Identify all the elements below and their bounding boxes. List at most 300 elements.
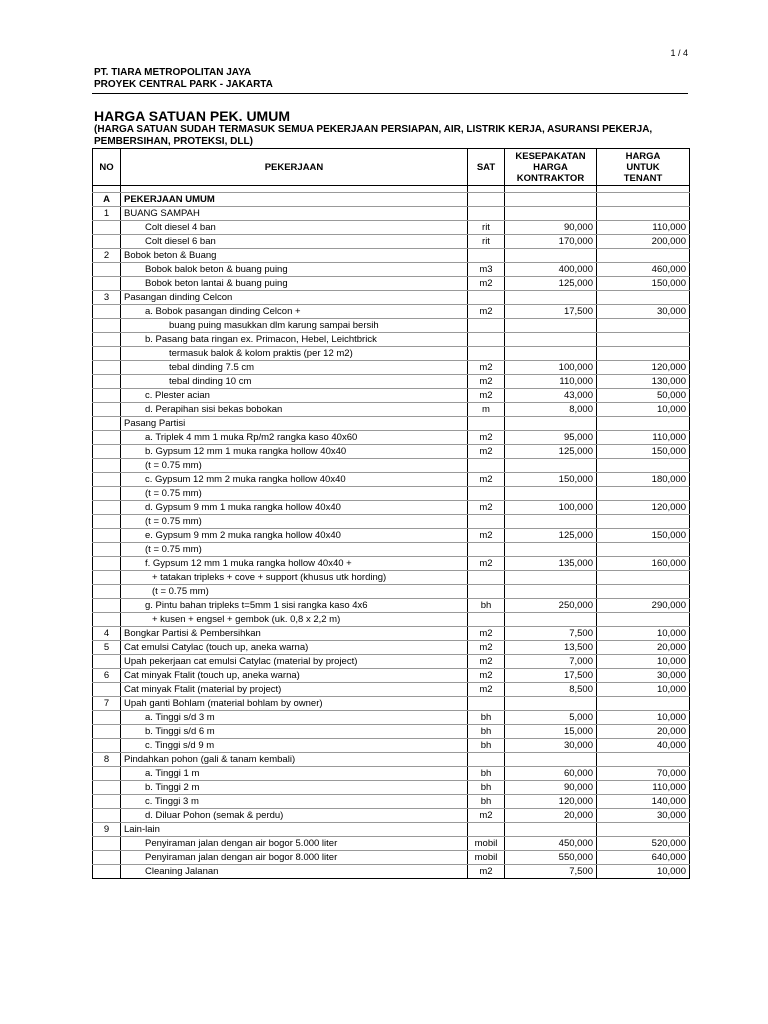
col-header-kontraktor bbox=[505, 149, 597, 186]
cell-harga-tenant: 110,000 bbox=[597, 781, 690, 795]
table-row bbox=[93, 655, 690, 669]
cell-harga-kontraktor bbox=[505, 585, 597, 599]
cell-harga-tenant: 50,000 bbox=[597, 389, 690, 403]
cell-sat: m2 bbox=[468, 445, 505, 459]
table-body bbox=[93, 186, 690, 879]
cell-harga-kontraktor: 17,500 bbox=[505, 305, 597, 319]
table-row bbox=[93, 263, 690, 277]
cell-no bbox=[93, 725, 121, 739]
cell-harga-kontraktor: 250,000 bbox=[505, 599, 597, 613]
col-header-tenant-line3: TENANT bbox=[623, 172, 663, 184]
table-row bbox=[93, 669, 690, 683]
cell-harga-kontraktor: 100,000 bbox=[505, 501, 597, 515]
cell-harga-kontraktor: 8,000 bbox=[505, 403, 597, 417]
cell-no bbox=[93, 683, 121, 697]
cell-harga-kontraktor bbox=[505, 417, 597, 431]
table-row bbox=[93, 417, 690, 431]
cell-harga-kontraktor: 90,000 bbox=[505, 221, 597, 235]
cell-pekerjaan: Penyiraman jalan dengan air bogor 8.000 liter bbox=[121, 851, 468, 865]
cell-pekerjaan: + kusen + engsel + gembok (uk. 0,8 x 2,2 m) bbox=[121, 613, 468, 627]
document-header bbox=[94, 67, 273, 91]
cell-no bbox=[93, 487, 121, 501]
cell-harga-kontraktor bbox=[505, 487, 597, 501]
cell-pekerjaan: b. Tinggi s/d 6 m bbox=[121, 725, 468, 739]
cell-pekerjaan: + tatakan tripleks + cove + support (khusus utk hording) bbox=[121, 571, 468, 585]
cell-harga-tenant bbox=[597, 291, 690, 305]
cell-harga-kontraktor: 5,000 bbox=[505, 711, 597, 725]
cell-harga-tenant bbox=[597, 347, 690, 361]
cell-sat: mobil bbox=[468, 851, 505, 865]
cell-pekerjaan: Colt diesel 4 ban bbox=[121, 221, 468, 235]
cell-pekerjaan: (t = 0.75 mm) bbox=[121, 459, 468, 473]
cell-sat bbox=[468, 823, 505, 837]
cell-pekerjaan: Bobok beton & Buang bbox=[121, 249, 468, 263]
cell-sat: m2 bbox=[468, 473, 505, 487]
table-row bbox=[93, 585, 690, 599]
cell-harga-tenant bbox=[597, 515, 690, 529]
cell-harga-tenant: 180,000 bbox=[597, 473, 690, 487]
cell-sat bbox=[468, 571, 505, 585]
table-row bbox=[93, 193, 690, 207]
col-header-kontraktor-line1: KESEPAKATAN bbox=[515, 150, 586, 162]
table-row bbox=[93, 557, 690, 571]
col-header-pekerjaan: PEKERJAAN bbox=[121, 149, 468, 186]
table-header-row bbox=[93, 149, 690, 186]
cell-sat: m2 bbox=[468, 865, 505, 879]
cell-no: 4 bbox=[93, 627, 121, 641]
cell-pekerjaan: Bobok beton lantai & buang puing bbox=[121, 277, 468, 291]
cell-no bbox=[93, 361, 121, 375]
cell-no bbox=[93, 739, 121, 753]
cell-harga-tenant: 460,000 bbox=[597, 263, 690, 277]
header-divider bbox=[92, 93, 688, 94]
cell-pekerjaan: Bobok balok beton & buang puing bbox=[121, 263, 468, 277]
table-row bbox=[93, 725, 690, 739]
cell-no bbox=[93, 319, 121, 333]
table-row bbox=[93, 459, 690, 473]
cell-pekerjaan: d. Diluar Pohon (semak & perdu) bbox=[121, 809, 468, 823]
spacer-row bbox=[93, 186, 690, 193]
cell-pekerjaan: Upah ganti Bohlam (material bohlam by owner) bbox=[121, 697, 468, 711]
cell-harga-kontraktor: 125,000 bbox=[505, 529, 597, 543]
table-row bbox=[93, 627, 690, 641]
table-row bbox=[93, 739, 690, 753]
cell-sat: bh bbox=[468, 739, 505, 753]
project-name: PROYEK CENTRAL PARK - JAKARTA bbox=[94, 79, 273, 90]
cell-harga-tenant bbox=[597, 585, 690, 599]
cell-pekerjaan: (t = 0.75 mm) bbox=[121, 515, 468, 529]
cell-pekerjaan: Pindahkan pohon (gali & tanam kembali) bbox=[121, 753, 468, 767]
cell-harga-tenant: 640,000 bbox=[597, 851, 690, 865]
cell-harga-tenant bbox=[597, 333, 690, 347]
cell-pekerjaan: f. Gypsum 12 mm 1 muka rangka hollow 40x40 + bbox=[121, 557, 468, 571]
cell-harga-kontraktor: 120,000 bbox=[505, 795, 597, 809]
cell-harga-kontraktor bbox=[505, 515, 597, 529]
cell-no: 5 bbox=[93, 641, 121, 655]
cell-harga-tenant bbox=[597, 613, 690, 627]
cell-no bbox=[93, 277, 121, 291]
cell-pekerjaan: a. Tinggi 1 m bbox=[121, 767, 468, 781]
cell-sat: bh bbox=[468, 795, 505, 809]
cell-no bbox=[93, 809, 121, 823]
col-header-tenant bbox=[597, 149, 690, 186]
cell-harga-tenant bbox=[597, 571, 690, 585]
table-row bbox=[93, 445, 690, 459]
cell-no bbox=[93, 795, 121, 809]
cell-harga-kontraktor bbox=[505, 207, 597, 221]
cell-harga-kontraktor: 7,500 bbox=[505, 865, 597, 879]
cell-sat bbox=[468, 459, 505, 473]
table-row bbox=[93, 781, 690, 795]
cell-harga-tenant: 110,000 bbox=[597, 431, 690, 445]
cell-harga-kontraktor: 43,000 bbox=[505, 389, 597, 403]
table-row bbox=[93, 221, 690, 235]
cell-no bbox=[93, 781, 121, 795]
cell-harga-kontraktor: 135,000 bbox=[505, 557, 597, 571]
cell-no bbox=[93, 347, 121, 361]
cell-harga-tenant bbox=[597, 753, 690, 767]
cell-pekerjaan: BUANG SAMPAH bbox=[121, 207, 468, 221]
table-row bbox=[93, 809, 690, 823]
cell-pekerjaan: (t = 0.75 mm) bbox=[121, 543, 468, 557]
cell-harga-tenant: 10,000 bbox=[597, 403, 690, 417]
table-row bbox=[93, 235, 690, 249]
table-row bbox=[93, 697, 690, 711]
table-row bbox=[93, 851, 690, 865]
cell-harga-tenant: 290,000 bbox=[597, 599, 690, 613]
cell-harga-kontraktor: 13,500 bbox=[505, 641, 597, 655]
cell-sat: rit bbox=[468, 221, 505, 235]
cell-harga-tenant bbox=[597, 459, 690, 473]
cell-sat: m2 bbox=[468, 809, 505, 823]
cell-harga-tenant: 30,000 bbox=[597, 669, 690, 683]
table-row bbox=[93, 277, 690, 291]
cell-pekerjaan: g. Pintu bahan tripleks t=5mm 1 sisi rangka kaso 4x6 bbox=[121, 599, 468, 613]
cell-no bbox=[93, 865, 121, 879]
cell-no: 3 bbox=[93, 291, 121, 305]
cell-harga-kontraktor bbox=[505, 291, 597, 305]
cell-no: 9 bbox=[93, 823, 121, 837]
cell-sat: m2 bbox=[468, 431, 505, 445]
cell-sat bbox=[468, 487, 505, 501]
cell-harga-kontraktor: 30,000 bbox=[505, 739, 597, 753]
cell-sat bbox=[468, 207, 505, 221]
cell-pekerjaan: a. Triplek 4 mm 1 muka Rp/m2 rangka kaso 40x60 bbox=[121, 431, 468, 445]
table-row bbox=[93, 431, 690, 445]
cell-pekerjaan: b. Gypsum 12 mm 1 muka rangka hollow 40x40 bbox=[121, 445, 468, 459]
cell-no bbox=[93, 263, 121, 277]
cell-sat: rit bbox=[468, 235, 505, 249]
cell-no bbox=[93, 333, 121, 347]
table-row bbox=[93, 599, 690, 613]
cell-pekerjaan: Lain-lain bbox=[121, 823, 468, 837]
cell-no: 2 bbox=[93, 249, 121, 263]
page-subtitle: (HARGA SATUAN SUDAH TERMASUK SEMUA PEKERJAAN PERSIAPAN, AIR, LISTRIK KERJA, ASURANSI PEKERJA, PEMBERSIHAN, PROTEKSI, DLL) bbox=[94, 124, 653, 147]
cell-sat bbox=[468, 585, 505, 599]
table-row bbox=[93, 333, 690, 347]
cell-harga-kontraktor: 110,000 bbox=[505, 375, 597, 389]
cell-pekerjaan: b. Pasang bata ringan ex. Primacon, Hebel, Leichtbrick bbox=[121, 333, 468, 347]
cell-no bbox=[93, 655, 121, 669]
cell-no bbox=[93, 473, 121, 487]
table-row bbox=[93, 361, 690, 375]
cell-harga-tenant: 70,000 bbox=[597, 767, 690, 781]
cell-pekerjaan: d. Gypsum 9 mm 1 muka rangka hollow 40x40 bbox=[121, 501, 468, 515]
cell-no bbox=[93, 459, 121, 473]
table-row bbox=[93, 543, 690, 557]
table-row bbox=[93, 711, 690, 725]
cell-no bbox=[93, 711, 121, 725]
cell-harga-kontraktor: 550,000 bbox=[505, 851, 597, 865]
table-row bbox=[93, 571, 690, 585]
page-number: 1 / 4 bbox=[670, 48, 688, 58]
cell-sat: m2 bbox=[468, 361, 505, 375]
cell-harga-tenant: 10,000 bbox=[597, 711, 690, 725]
cell-no bbox=[93, 613, 121, 627]
cell-harga-kontraktor bbox=[505, 697, 597, 711]
company-name: PT. TIARA METROPOLITAN JAYA bbox=[94, 67, 252, 78]
cell-sat bbox=[468, 543, 505, 557]
table-row bbox=[93, 375, 690, 389]
cell-harga-kontraktor: 90,000 bbox=[505, 781, 597, 795]
cell-sat: bh bbox=[468, 711, 505, 725]
cell-harga-kontraktor bbox=[505, 571, 597, 585]
cell-no bbox=[93, 389, 121, 403]
cell-harga-kontraktor: 60,000 bbox=[505, 767, 597, 781]
cell-pekerjaan: c. Gypsum 12 mm 2 muka rangka hollow 40x40 bbox=[121, 473, 468, 487]
cell-harga-kontraktor: 100,000 bbox=[505, 361, 597, 375]
table-row bbox=[93, 207, 690, 221]
cell-sat bbox=[468, 319, 505, 333]
cell-harga-kontraktor bbox=[505, 823, 597, 837]
cell-pekerjaan: c. Tinggi s/d 9 m bbox=[121, 739, 468, 753]
cell-harga-tenant: 30,000 bbox=[597, 809, 690, 823]
cell-sat: m2 bbox=[468, 529, 505, 543]
cell-no bbox=[93, 221, 121, 235]
table-row bbox=[93, 753, 690, 767]
cell-no bbox=[93, 445, 121, 459]
cell-no bbox=[93, 431, 121, 445]
cell-harga-tenant bbox=[597, 207, 690, 221]
cell-sat bbox=[468, 417, 505, 431]
cell-harga-tenant: 120,000 bbox=[597, 361, 690, 375]
cell-harga-tenant: 140,000 bbox=[597, 795, 690, 809]
cell-sat: bh bbox=[468, 599, 505, 613]
cell-harga-tenant: 10,000 bbox=[597, 683, 690, 697]
cell-pekerjaan: Cat minyak Ftalit (touch up, aneka warna) bbox=[121, 669, 468, 683]
cell-pekerjaan: a. Tinggi s/d 3 m bbox=[121, 711, 468, 725]
cell-pekerjaan: b. Tinggi 2 m bbox=[121, 781, 468, 795]
cell-no bbox=[93, 417, 121, 431]
table-row bbox=[93, 347, 690, 361]
cell-harga-tenant: 10,000 bbox=[597, 655, 690, 669]
cell-harga-tenant: 150,000 bbox=[597, 445, 690, 459]
cell-sat bbox=[468, 753, 505, 767]
cell-harga-kontraktor: 7,500 bbox=[505, 627, 597, 641]
cell-sat: m2 bbox=[468, 375, 505, 389]
cell-harga-tenant bbox=[597, 417, 690, 431]
table-row bbox=[93, 487, 690, 501]
cell-pekerjaan: tebal dinding 7.5 cm bbox=[121, 361, 468, 375]
table-row bbox=[93, 291, 690, 305]
table-row bbox=[93, 613, 690, 627]
cell-harga-kontraktor: 95,000 bbox=[505, 431, 597, 445]
cell-no bbox=[93, 501, 121, 515]
cell-harga-tenant: 520,000 bbox=[597, 837, 690, 851]
cell-harga-tenant: 20,000 bbox=[597, 725, 690, 739]
cell-no: A bbox=[93, 193, 121, 207]
cell-sat: bh bbox=[468, 767, 505, 781]
cell-pekerjaan: c. Tinggi 3 m bbox=[121, 795, 468, 809]
cell-sat: m3 bbox=[468, 263, 505, 277]
cell-sat: m2 bbox=[468, 501, 505, 515]
cell-pekerjaan: Pasangan dinding Celcon bbox=[121, 291, 468, 305]
cell-sat: m2 bbox=[468, 669, 505, 683]
cell-harga-kontraktor bbox=[505, 249, 597, 263]
cell-harga-tenant bbox=[597, 543, 690, 557]
cell-harga-kontraktor: 15,000 bbox=[505, 725, 597, 739]
cell-sat bbox=[468, 291, 505, 305]
cell-pekerjaan: (t = 0.75 mm) bbox=[121, 487, 468, 501]
table-row bbox=[93, 767, 690, 781]
cell-harga-kontraktor: 450,000 bbox=[505, 837, 597, 851]
cell-harga-tenant bbox=[597, 319, 690, 333]
cell-no bbox=[93, 515, 121, 529]
cell-no bbox=[93, 837, 121, 851]
cell-harga-kontraktor bbox=[505, 613, 597, 627]
cell-pekerjaan: Colt diesel 6 ban bbox=[121, 235, 468, 249]
cell-sat bbox=[468, 697, 505, 711]
cell-pekerjaan: PEKERJAAN UMUM bbox=[121, 193, 468, 207]
cell-pekerjaan: termasuk balok & kolom praktis (per 12 m2) bbox=[121, 347, 468, 361]
cell-harga-kontraktor: 170,000 bbox=[505, 235, 597, 249]
cell-sat: m2 bbox=[468, 683, 505, 697]
cell-sat bbox=[468, 515, 505, 529]
cell-harga-tenant bbox=[597, 193, 690, 207]
cell-harga-kontraktor bbox=[505, 333, 597, 347]
cell-harga-tenant: 40,000 bbox=[597, 739, 690, 753]
col-header-no: NO bbox=[93, 149, 121, 186]
cell-harga-kontraktor bbox=[505, 347, 597, 361]
cell-harga-tenant bbox=[597, 697, 690, 711]
cell-no bbox=[93, 585, 121, 599]
cell-pekerjaan: Upah pekerjaan cat emulsi Catylac (material by project) bbox=[121, 655, 468, 669]
cell-no bbox=[93, 557, 121, 571]
cell-sat: bh bbox=[468, 781, 505, 795]
cell-harga-kontraktor: 20,000 bbox=[505, 809, 597, 823]
table-row bbox=[93, 389, 690, 403]
cell-pekerjaan: Cleaning Jalanan bbox=[121, 865, 468, 879]
cell-harga-kontraktor bbox=[505, 753, 597, 767]
cell-harga-kontraktor bbox=[505, 319, 597, 333]
table-row bbox=[93, 501, 690, 515]
cell-sat: m2 bbox=[468, 305, 505, 319]
page-title: HARGA SATUAN PEK. UMUM bbox=[94, 108, 290, 124]
cell-sat bbox=[468, 347, 505, 361]
table-row bbox=[93, 319, 690, 333]
cell-sat bbox=[468, 333, 505, 347]
cell-no: 7 bbox=[93, 697, 121, 711]
cell-harga-tenant: 10,000 bbox=[597, 627, 690, 641]
table-row bbox=[93, 529, 690, 543]
cell-harga-tenant: 130,000 bbox=[597, 375, 690, 389]
cell-harga-tenant: 110,000 bbox=[597, 221, 690, 235]
cell-sat bbox=[468, 613, 505, 627]
table-row bbox=[93, 683, 690, 697]
cell-no bbox=[93, 767, 121, 781]
cell-harga-kontraktor bbox=[505, 543, 597, 557]
cell-no bbox=[93, 543, 121, 557]
cell-harga-kontraktor bbox=[505, 459, 597, 473]
cell-harga-kontraktor: 8,500 bbox=[505, 683, 597, 697]
cell-pekerjaan: c. Plester acian bbox=[121, 389, 468, 403]
cell-harga-tenant: 150,000 bbox=[597, 277, 690, 291]
cell-harga-kontraktor: 17,500 bbox=[505, 669, 597, 683]
cell-harga-tenant bbox=[597, 487, 690, 501]
cell-harga-kontraktor bbox=[505, 193, 597, 207]
cell-pekerjaan: Cat emulsi Catylac (touch up, aneka warna) bbox=[121, 641, 468, 655]
cell-sat: bh bbox=[468, 725, 505, 739]
cell-harga-tenant: 120,000 bbox=[597, 501, 690, 515]
table-row bbox=[93, 403, 690, 417]
cell-sat: m2 bbox=[468, 277, 505, 291]
cell-harga-kontraktor: 150,000 bbox=[505, 473, 597, 487]
table-row bbox=[93, 473, 690, 487]
cell-no bbox=[93, 529, 121, 543]
cell-sat: m2 bbox=[468, 655, 505, 669]
cell-harga-tenant: 10,000 bbox=[597, 865, 690, 879]
cell-harga-kontraktor: 125,000 bbox=[505, 445, 597, 459]
cell-harga-tenant bbox=[597, 249, 690, 263]
cell-harga-kontraktor: 400,000 bbox=[505, 263, 597, 277]
table-row bbox=[93, 305, 690, 319]
cell-harga-tenant: 160,000 bbox=[597, 557, 690, 571]
table-row bbox=[93, 515, 690, 529]
cell-no bbox=[93, 403, 121, 417]
table-row bbox=[93, 837, 690, 851]
cell-sat: m bbox=[468, 403, 505, 417]
col-header-tenant-line2: UNTUK bbox=[626, 161, 660, 173]
cell-sat: m2 bbox=[468, 389, 505, 403]
cell-sat: m2 bbox=[468, 627, 505, 641]
cell-sat: m2 bbox=[468, 557, 505, 571]
col-header-tenant-line1: HARGA bbox=[625, 150, 661, 162]
col-header-sat: SAT bbox=[468, 149, 505, 186]
cell-no bbox=[93, 305, 121, 319]
cell-no bbox=[93, 851, 121, 865]
cell-pekerjaan: d. Perapihan sisi bekas bobokan bbox=[121, 403, 468, 417]
price-table bbox=[92, 148, 690, 879]
cell-pekerjaan: Cat minyak Ftalit (material by project) bbox=[121, 683, 468, 697]
cell-sat bbox=[468, 249, 505, 263]
cell-no: 8 bbox=[93, 753, 121, 767]
cell-no bbox=[93, 235, 121, 249]
cell-pekerjaan: Pasang Partisi bbox=[121, 417, 468, 431]
cell-pekerjaan: Bongkar Partisi & Pembersihkan bbox=[121, 627, 468, 641]
cell-no bbox=[93, 375, 121, 389]
table-row bbox=[93, 249, 690, 263]
cell-sat: m2 bbox=[468, 641, 505, 655]
table-row bbox=[93, 795, 690, 809]
table-row bbox=[93, 865, 690, 879]
cell-harga-tenant: 200,000 bbox=[597, 235, 690, 249]
cell-pekerjaan: tebal dinding 10 cm bbox=[121, 375, 468, 389]
cell-harga-kontraktor: 7,000 bbox=[505, 655, 597, 669]
cell-pekerjaan: e. Gypsum 9 mm 2 muka rangka hollow 40x40 bbox=[121, 529, 468, 543]
col-header-kontraktor-line3: KONTRAKTOR bbox=[516, 172, 585, 184]
cell-pekerjaan: Penyiraman jalan dengan air bogor 5.000 liter bbox=[121, 837, 468, 851]
cell-harga-tenant: 150,000 bbox=[597, 529, 690, 543]
